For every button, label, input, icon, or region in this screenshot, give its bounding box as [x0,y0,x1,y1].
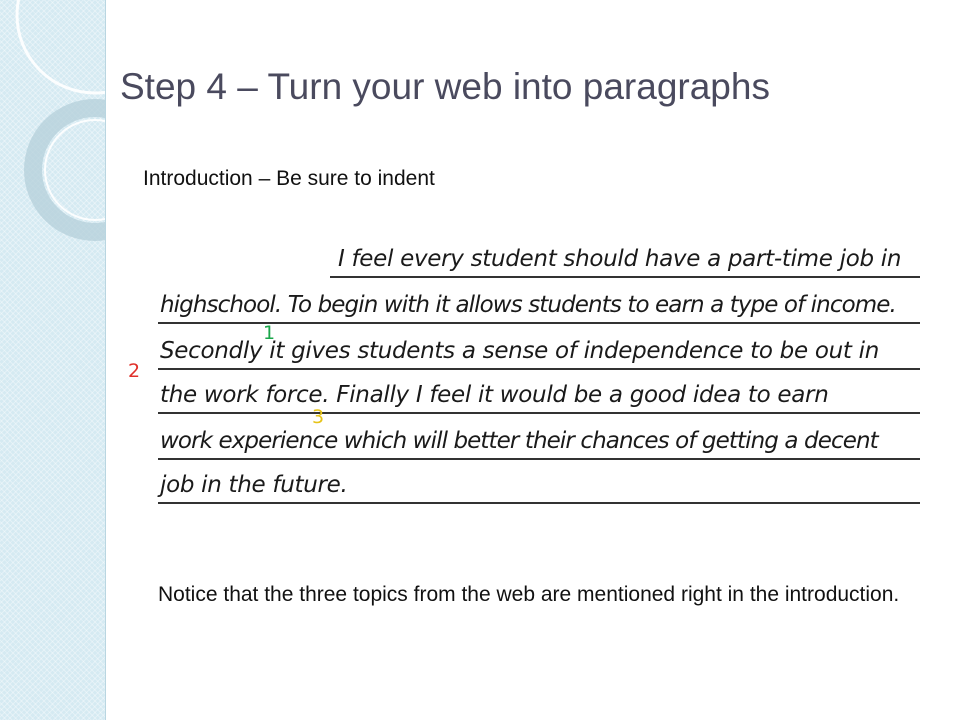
handwritten-paragraph-image [120,230,930,530]
slide-title: Step 4 – Turn your web into paragraphs [120,66,770,107]
topic-marker-2: 2 [128,360,141,382]
handwritten-line: highschool. To begin with it allows students to earn a type of income. [160,292,896,318]
handwritten-line: Secondly it gives students a sense of independence to be out in [160,338,879,364]
decorative-circle-top [17,0,105,93]
ruled-line [158,458,920,460]
topic-marker-1: 1 [263,322,276,344]
ruled-line [158,368,920,370]
handwritten-line: work experience which will better their chances of getting a decent [160,428,878,454]
topic-marker-3: 3 [312,406,325,428]
handwritten-line: the work force. Finally I feel it would be a good idea to earn [160,382,829,408]
ruled-line [158,412,920,414]
decorative-circles [0,0,105,720]
slide-subtitle: Introduction – Be sure to indent [143,167,435,190]
slide-note: Notice that the three topics from the web are mentioned right in the introduction. [158,583,900,606]
handwritten-line: I feel every student should have a part-time job in [338,246,902,272]
ruled-line [158,502,920,504]
ruled-line [330,276,920,278]
decorative-side-band [0,0,106,720]
handwritten-line: job in the future. [160,472,348,498]
